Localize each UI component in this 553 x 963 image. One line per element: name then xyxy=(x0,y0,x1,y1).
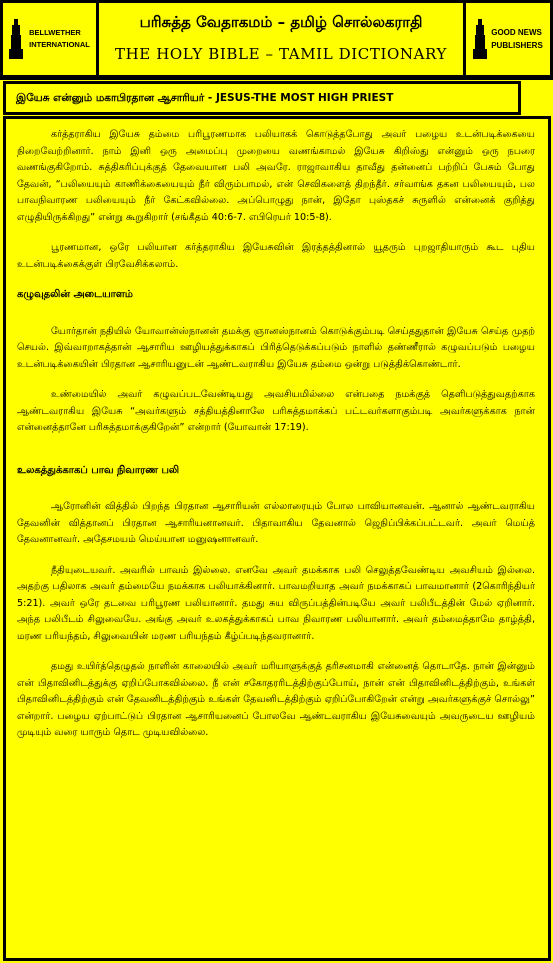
good-news-logo xyxy=(463,0,553,78)
paragraph: யோர்தான் நதியில் யோவான்ஸ்நானன் தமக்கு ஞானஸ்நானம் கொடுக்கும்படி செய்ததுதான் இயேசு செய்த முதற் செயல். இவ்வாறாகத்தான் ஆசாரிய ஊழியத்துக்காகப் பிரித்தெடுக்கப்படும் நாளில் தண்ணீரால் கழுவப்படும் பழைய உடன்படிக்கையின் பிரதான ஆசாரியனுடன் ஆண்டவராகிய இயேசு தம்மை ஒன்று படுத்திக்கொண்டார். xyxy=(17,325,535,370)
paragraph: உண்மையில் அவர் கழுவப்படவேண்டியது அவசியமில்லை என்பதை நமக்குத் தெளிபடுத்துவதற்காக ஆண்டவராகிய இயேசு “அவர்களும் சத்தியத்தினாலே பரிசுத்தமாக்கப் பட்டவர்களாகும்படி அவர்களுக்காக நான் என்னைத்தானே பரிசுத்தமாக்குகிறேன்” என்றார் (யோவான் 17:19). xyxy=(17,389,535,433)
good-news-logo-text xyxy=(491,26,543,52)
logo-left-line1: BELLWETHER xyxy=(29,28,81,37)
article-title: இயேசு என்னும் மகாபிரதான ஆசாரியர் - JESUS-THE MOST HIGH PRIEST xyxy=(3,81,521,115)
paragraph: கர்த்தராகிய இயேசு தம்மை பரிபூரணமாக பலியாகக் கொடுத்தபோது அவர் பழைய உடன்படிக்கையை நிறைவேற்றினார். நாம் இனி ஒரு அமைப்பு முறையை வணங்காமல் இயேசு கிறிஸ்து என்னும் ஒரு நபரை வணங்குகிறோம். சுத்திகரிப்புக்குத் தேவையான பலி அவரே. ராஜாவாகிய தாவீது தன்னைப் பற்றிப் பேசும் போது தேவன், “பலியையும் காணிக்கையையும் நீர் விரும்பாமல், என் செவிகளைத் திறந்தீர். சர்வாங்க தகன பலியையும், பல பாவநிவாரண பலியையும் நீர் கேட்கவில்லை. அப்பொழுது நான், இதோ புஸ்தகச் சுருளில் என்னைக் குறித்து எழுதியிருக்கிறது” என்று கூறுகிறார் (சங்கீதம் 40:6-7. எபிரெயர் 10:5-8). xyxy=(17,129,535,223)
bell-tower-icon xyxy=(473,19,487,59)
paragraph: ஆரோனின் வித்தில் பிறந்த பிரதான ஆசாரியன் எல்லாரையும் போல பாவியானவன். ஆனால் ஆண்டவராகிய தேவனின் வித்தானப் பிரதான ஆசாரியனானவர். பிதாவாகிய தேவனால் ஜெநிப்பிக்கப்பட்டவர். அவர் மெய்த் தேவனானவர். அதேசமயம் மெய்யான மனுஷனானவர். xyxy=(17,501,535,545)
article-body xyxy=(3,116,551,961)
bellwether-logo xyxy=(0,0,99,78)
paragraph: பூரணமான, ஒரே பலியான கர்த்தராகிய இயேசுவின் இரத்தத்தினால் யூதரும் புறஜாதியாரும் கூட புதிய உடன்படிக்கைக்குள் பிரவேசிக்கலாம். xyxy=(17,242,535,270)
title-english: THE HOLY BIBLE – TAMIL DICTIONARY xyxy=(115,45,447,63)
paragraph: நீதியுடையவர். அவரில் பாவம் இல்லை. எனவே அவர் தமக்காக பலி செலுத்தவேண்டிய அவசியம் இல்லை. அதற்கு பதிலாக அவர் தம்மையே நமக்காக பலியாக்கினார். பாவமறியாத அவர் நமக்காகப் பாவமானார் (2கொரிந்தியர் 5:21). அவர் ஒரே தடவை பரிபூரண பலியானார். தமது சுய விருப்பத்தின்படியே அவர் பலிபீடத்தின் மேல் ஏறினார். அந்த பலிபீடம் சிலுவையே. அங்கு அவர் உலகத்துக்காகப் பாவ நிவாரண பலியானார். அவர் தம்மைத்தாமே தாழ்த்தி, மரண பரியந்தம், சிலுவையின் மரண பரியந்தம் கீழ்ப்படிந்தவரானார். xyxy=(17,564,535,642)
logo-right-line2: PUBLISHERS xyxy=(491,41,543,50)
bell-tower-icon xyxy=(9,19,23,59)
paragraph: தமது உயிர்த்தெழுதல் நாளின் காலையில் அவர் மரியாளுக்குத் தரிசனமாகி என்னைத் தொடாதே. நான் இன்னும் என் பிதாவினிடத்துக்கு ஏறிப்போகவில்லை. நீ என் சகோதரரிடத்திற்குப்போய், நான் என் பிதாவினிடத்திற்கும், உங்கள் பிதாவினிடத்திற்கும் என் தேவனிடத்திற்கும் உங்கள் தேவனிடத்திற்கும் ஏறிப்போகிறேன் என்று அவர்களுக்குச் சொல்லு” என்றார். பழைய ஏற்பாட்டுப் பிரதான ஆசாரியனைப் போலவே ஆண்டவராகிய இயேசுவையும் அவருடைய ஊழியம் முடியும் வரை யாரும் தொட முடியவில்லை. xyxy=(17,661,535,738)
header-divider xyxy=(0,78,553,80)
logo-left-line2: INTERNATIONAL xyxy=(29,40,90,49)
header-title-box xyxy=(99,0,463,78)
title-tamil: பரிசுத்த வேதாகமம் – தமிழ் சொல்லகராதி xyxy=(139,13,423,31)
bellwether-logo-text xyxy=(29,27,90,51)
section-heading: கழுவுதலின் அடையாளம் xyxy=(17,289,133,300)
logo-right-line1: GOOD NEWS xyxy=(491,28,542,37)
section-heading: உலகத்துக்காகப் பாவ நிவாரண பலி xyxy=(17,464,180,476)
